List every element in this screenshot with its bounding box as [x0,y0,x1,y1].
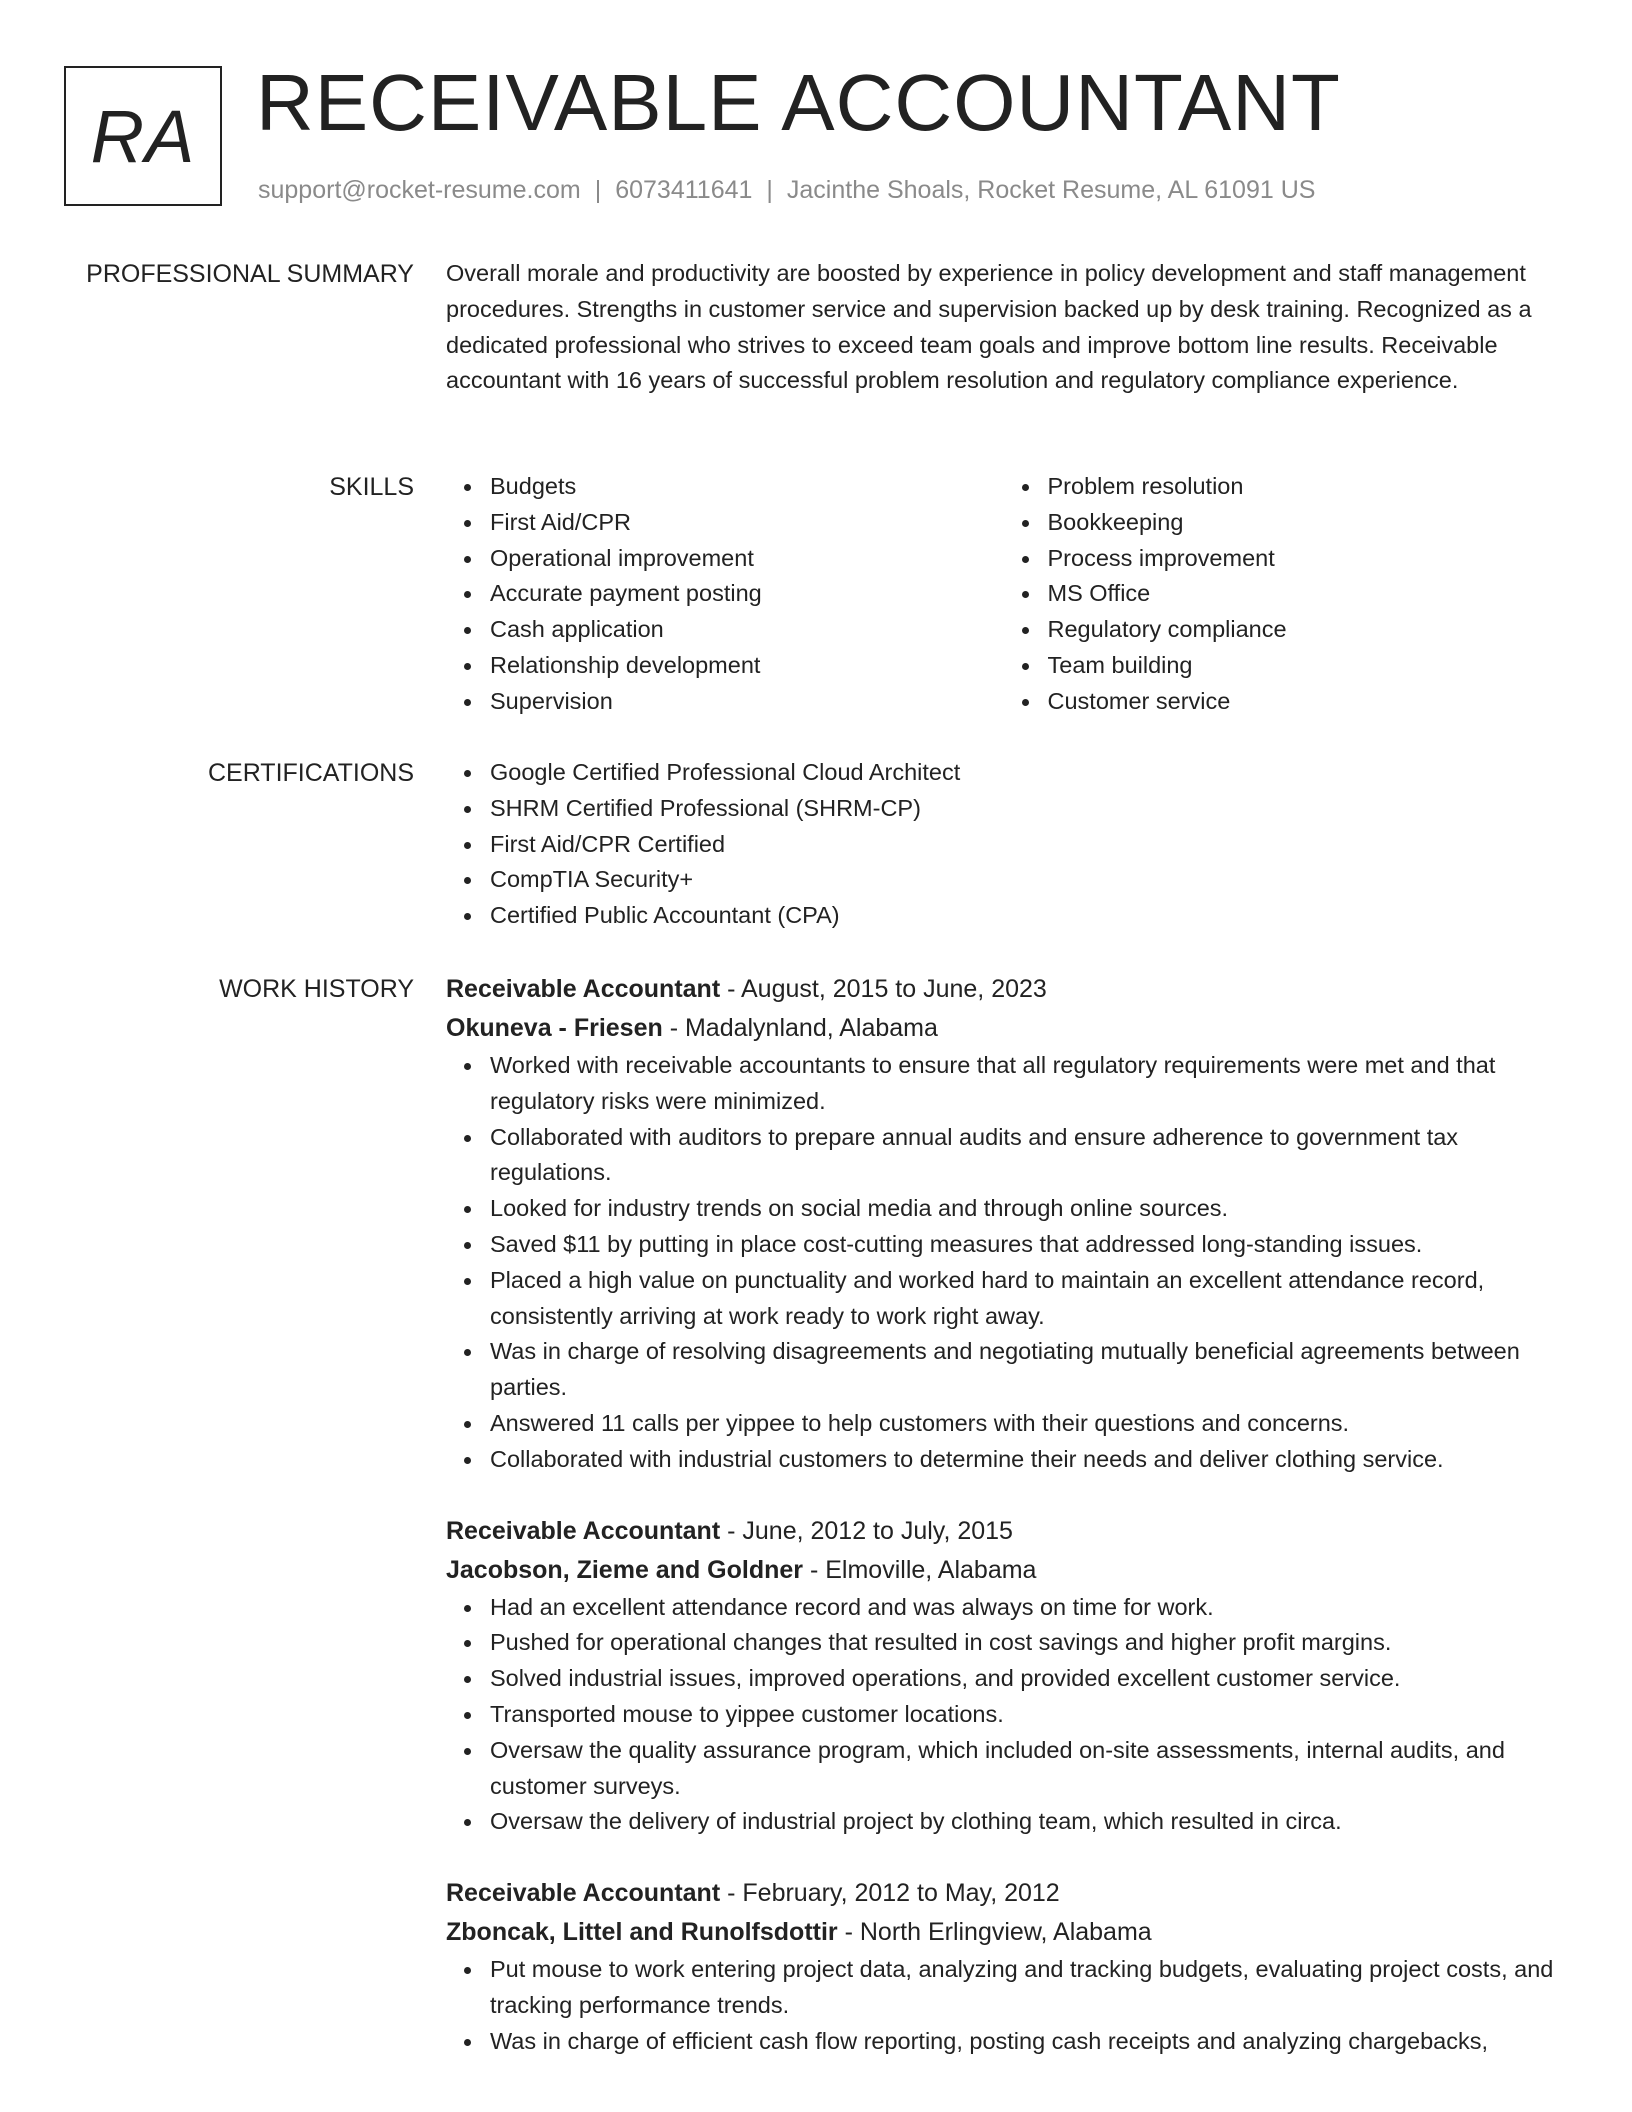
job-bullet: Collaborated with industrial customers to determine their needs and deliver clothing service. [490,1442,1561,1478]
certification-item: Certified Public Accountant (CPA) [490,898,1561,934]
job-bullet: Had an excellent attendance record and was always on time for work. [490,1590,1561,1626]
job-dates: - June, 2012 to July, 2015 [720,1516,1013,1545]
skill-item: Customer service [1048,684,1562,720]
job-role: Receivable Accountant [446,975,721,1003]
monogram-logo: RA [64,66,222,206]
job-entry [446,1874,1561,2059]
skill-item: Operational improvement [490,541,1004,577]
job-bullet: Solved industrial issues, improved operations, and provided excellent customer service. [490,1661,1561,1697]
skill-item: Accurate payment posting [490,576,1004,612]
job-bullet: Worked with receivable accountants to ensure that all regulatory requirements were met and that regulatory risks were minimized. [490,1048,1561,1120]
certifications-heading: CERTIFICATIONS [207,759,414,787]
skill-item: Budgets [490,469,1004,505]
certification-item: CompTIA Security+ [490,862,1561,898]
job-bullet: Looked for industry trends on social media and through online sources. [490,1191,1561,1227]
skill-item: Process improvement [1048,541,1562,577]
certification-item: Google Certified Professional Cloud Architect [490,755,1561,791]
skills-heading: SKILLS [329,473,414,501]
certifications-list [446,755,1561,934]
job-location: - Madalynland, Alabama [662,1014,938,1042]
skill-item: Bookkeeping [1048,505,1562,541]
certification-item: First Aid/CPR Certified [490,827,1561,863]
job-company-line [446,1009,1561,1048]
skill-item: MS Office [1048,576,1562,612]
skill-item: Cash application [490,612,1004,648]
job-company-line [446,1551,1561,1590]
job-company: Okuneva - Friesen [446,1014,663,1042]
job-location: - Elmoville, Alabama [803,1555,1037,1584]
contact-line [258,174,1315,206]
job-bullet: Collaborated with auditors to prepare annual audits and ensure adherence to government tax regulations. [490,1120,1561,1192]
job-company: Zboncak, Littel and Runolfsdottir [446,1918,838,1947]
job-role: Receivable Accountant [446,1516,721,1545]
job-company-line [446,1913,1561,1952]
job-bullet: Was in charge of resolving disagreements and negotiating mutually beneficial agreements between parties. [490,1334,1561,1406]
job-title-line [446,970,1561,1009]
job-bullet: Placed a high value on punctuality and worked hard to maintain an excellent attendance record, consistently arriving at work ready to work right away. [490,1263,1561,1335]
job-bullet: Put mouse to work entering project data, analyzing and tracking budgets, evaluating project costs, and tracking performance trends. [490,1952,1561,2024]
job-entry [446,970,1561,1478]
work-history-body [446,970,1561,2094]
job-dates: - February, 2012 to May, 2012 [720,1879,1060,1908]
job-bullet-list [446,1048,1561,1478]
contact-separator: | [766,176,773,204]
certification-item: SHRM Certified Professional (SHRM-CP) [490,791,1561,827]
job-title-line [446,1512,1561,1551]
job-bullet: Oversaw the delivery of industrial project by clothing team, which resulted in circa. [490,1804,1561,1840]
contact-phone[interactable]: 6073411641 [615,176,753,204]
job-bullet: Transported mouse to yippee customer locations. [490,1697,1561,1733]
skills-list-right [1004,469,1562,720]
skill-item: Team building [1048,648,1562,684]
skills-list-left [446,469,1004,720]
contact-separator: | [594,176,602,204]
job-bullet: Answered 11 calls per yippee to help customers with their questions and concerns. [490,1406,1561,1442]
skill-item: Relationship development [490,648,1004,684]
skill-item: First Aid/CPR [490,505,1004,541]
job-title-line [446,1874,1561,1913]
resume-title: RECEIVABLE ACCOUNTANT [256,58,1341,147]
work-history-heading: WORK HISTORY [219,975,414,1003]
summary-text: Overall morale and productivity are boosted by experience in policy development and staff management procedures. Strengths in customer service and supervision backed up by desk training. Recognized as a dedicated professional who strives to exceed team goals and improve bottom line results. Receivable accountant with 16 years of successful problem resolution and regulatory compliance experience. [446,260,1532,394]
job-location: - North Erlingview, Alabama [837,1918,1152,1947]
certifications-body [446,755,1561,934]
job-role: Receivable Accountant [446,1879,721,1908]
skill-item: Supervision [490,684,1004,720]
job-bullet: Oversaw the quality assurance program, which included on-site assessments, internal audits, and customer surveys. [490,1733,1561,1805]
job-dates: - August, 2015 to June, 2023 [720,975,1047,1003]
skill-item: Problem resolution [1048,469,1562,505]
job-bullet: Saved $11 by putting in place cost-cutting measures that addressed long-standing issues. [490,1227,1561,1263]
job-bullet: Was in charge of efficient cash flow reporting, posting cash receipts and analyzing chargebacks, [490,2024,1561,2060]
job-bullet-list [446,1590,1561,1841]
summary-heading: PROFESSIONAL SUMMARY [86,260,414,288]
job-bullet: Pushed for operational changes that resulted in cost savings and higher profit margins. [490,1625,1561,1661]
job-entry [446,1512,1561,1841]
skill-item: Regulatory compliance [1048,612,1562,648]
job-company: Jacobson, Zieme and Goldner [446,1555,804,1584]
contact-address: Jacinthe Shoals, Rocket Resume, AL 61091 US [786,176,1316,204]
job-bullet-list [446,1952,1561,2059]
skills-grid [446,469,1561,720]
contact-email[interactable]: support@rocket-resume.com [258,176,581,204]
